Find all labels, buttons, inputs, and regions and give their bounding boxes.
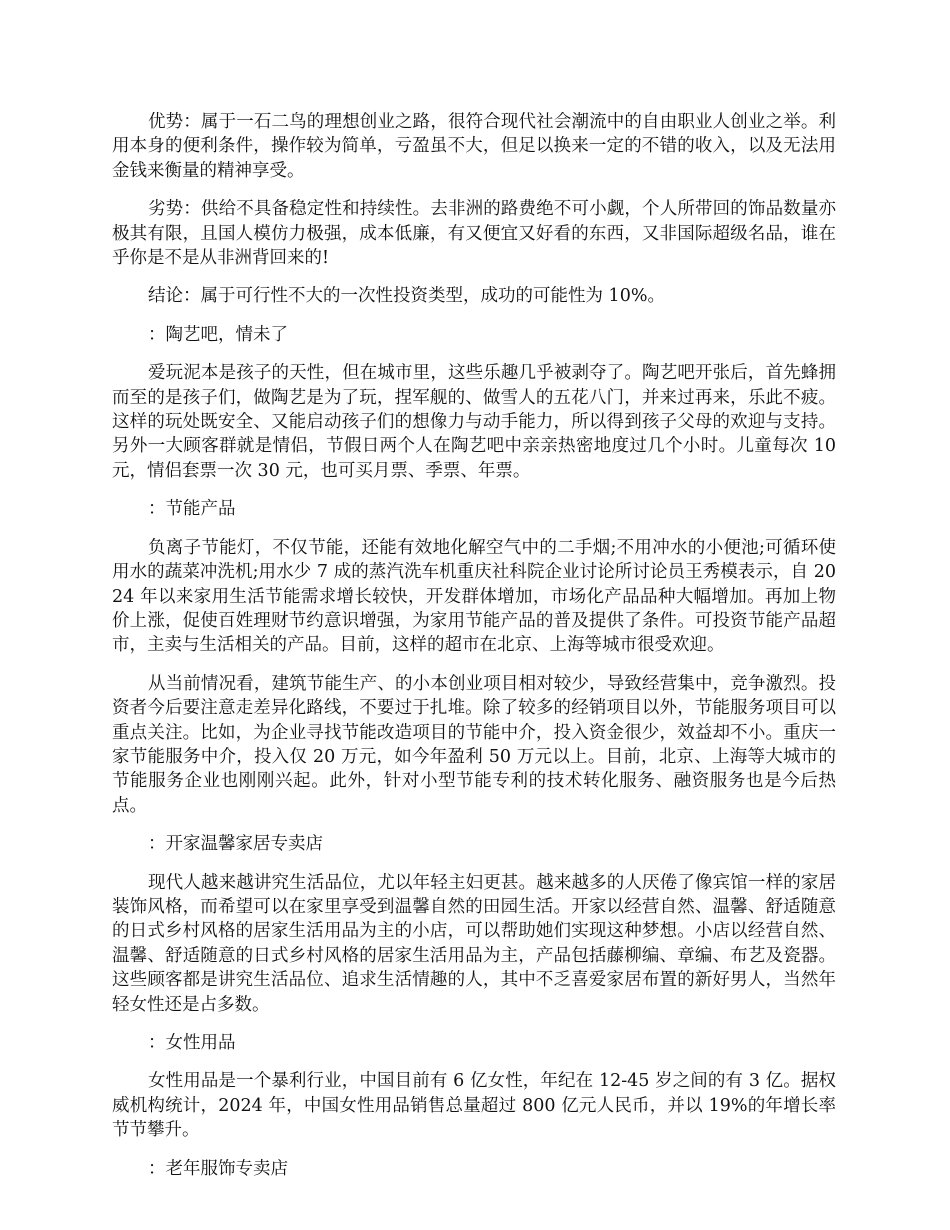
- paragraph-disadvantages: 劣势：供给不具备稳定性和持续性。去非洲的路费绝不可小觑，个人所带回的饰品数量亦极其有限，且国人模仿力极强，成本低廉，有又便宜又好看的东西，又非国际超级名品，谁在乎你是不是从非洲背回来的!: [112, 199, 836, 269]
- paragraph-conclusion: 结论：属于可行性不大的一次性投资类型，成功的可能性为 10%。: [148, 286, 665, 307]
- paragraph-women-products: 女性用品是一个暴利行业，中国目前有 6 亿女性，年纪在 12-45 岁之间的有 3 亿。据权威机构统计，2024 年，中国女性用品销售总量超过 800 亿元人民币，并以 19%的年增长率节节攀升。: [112, 1071, 836, 1141]
- heading-home-store: ：开家温馨家居专卖店: [148, 834, 323, 855]
- heading-pottery-bar: ：陶艺吧，情未了: [148, 324, 288, 345]
- paragraph-energy-saving-2: 从当前情况看，建筑节能生产、的小本创业项目相对较少，导致经营集中，竞争激烈。投资者今后要注意走差异化路线，不要过于扎堆。除了较多的经销项目以外，节能服务项目可以重点关注。比如，为企业寻找节能改造项目的节能中介，投入资金很少，效益却不小。重庆一家节能服务中介，投入仅 20 万元，如今年盈利 50 万元以上。目前，北京、上海等大城市的节能服务企业也刚刚兴起。此外，针对小型节能专利的技术转化服务、融资服务也是今后热点。: [112, 673, 836, 816]
- heading-energy-saving: ：节能产品: [148, 499, 236, 520]
- paragraph-home-store: 现代人越来越讲究生活品位，尤以年轻主妇更甚。越来越多的人厌倦了像宾馆一样的家居装饰风格，而希望可以在家里享受到温馨自然的田园生活。开家以经营自然、温馨、舒适随意的日式乡村风格的居家生活用品为主的小店，可以帮助她们实现这种梦想。小店以经营自然、温馨、舒适随意的日式乡村风格的居家生活用品为主，产品包括藤柳编、章编、布艺及瓷器。这些顾客都是讲究生活品位、追求生活情趣的人，其中不乏喜爱家居布置的新好男人，当然年轻女性还是占多数。: [112, 872, 836, 1015]
- paragraph-energy-saving-1: 负离子节能灯，不仅节能，还能有效地化解空气中的二手烟;不用冲水的小便池;可循环使用水的蔬菜冲洗机;用水少 7 成的蒸汽洗车机重庆社科院企业讨论所讨论员王秀模表示，自 2024 年以来家用生活节能需求增长较快，开发群体增加，市场化产品品种大幅增加。再加上物价上涨，促使百姓理财节约意识增强，为家用节能产品的普及提供了条件。可投资节能产品超市，主卖与生活相关的产品。目前，这样的超市在北京、上海等城市很受欢迎。: [112, 537, 836, 656]
- heading-elderly-clothing: ：老年服饰专卖店: [148, 1158, 288, 1179]
- heading-women-products: ：女性用品: [148, 1033, 236, 1053]
- paragraph-advantages: 优势：属于一石二鸟的理想创业之路，很符合现代社会潮流中的自由职业人创业之举。利用本身的便利条件，操作较为简单，亏盈虽不大，但足以换来一定的不错的收入，以及无法用金钱来衡量的精神享受。: [112, 112, 836, 181]
- paragraph-pottery-bar: 爱玩泥本是孩子的天性，但在城市里，这些乐趣几乎被剥夺了。陶艺吧开张后，首先蜂拥而至的是孩子们，做陶艺是为了玩，捏军舰的、做雪人的五花八门，并来过再来，乐此不疲。这样的玩处既安全、又能启动孩子们的想像力与动手能力，所以得到孩子父母的欢迎与支持。另外一大顾客群就是情侣，节假日两个人在陶艺吧中亲亲热密地度过几个小时。儿童每次 10 元，情侣套票一次 30 元，也可买月票、季票、年票。: [112, 363, 836, 481]
